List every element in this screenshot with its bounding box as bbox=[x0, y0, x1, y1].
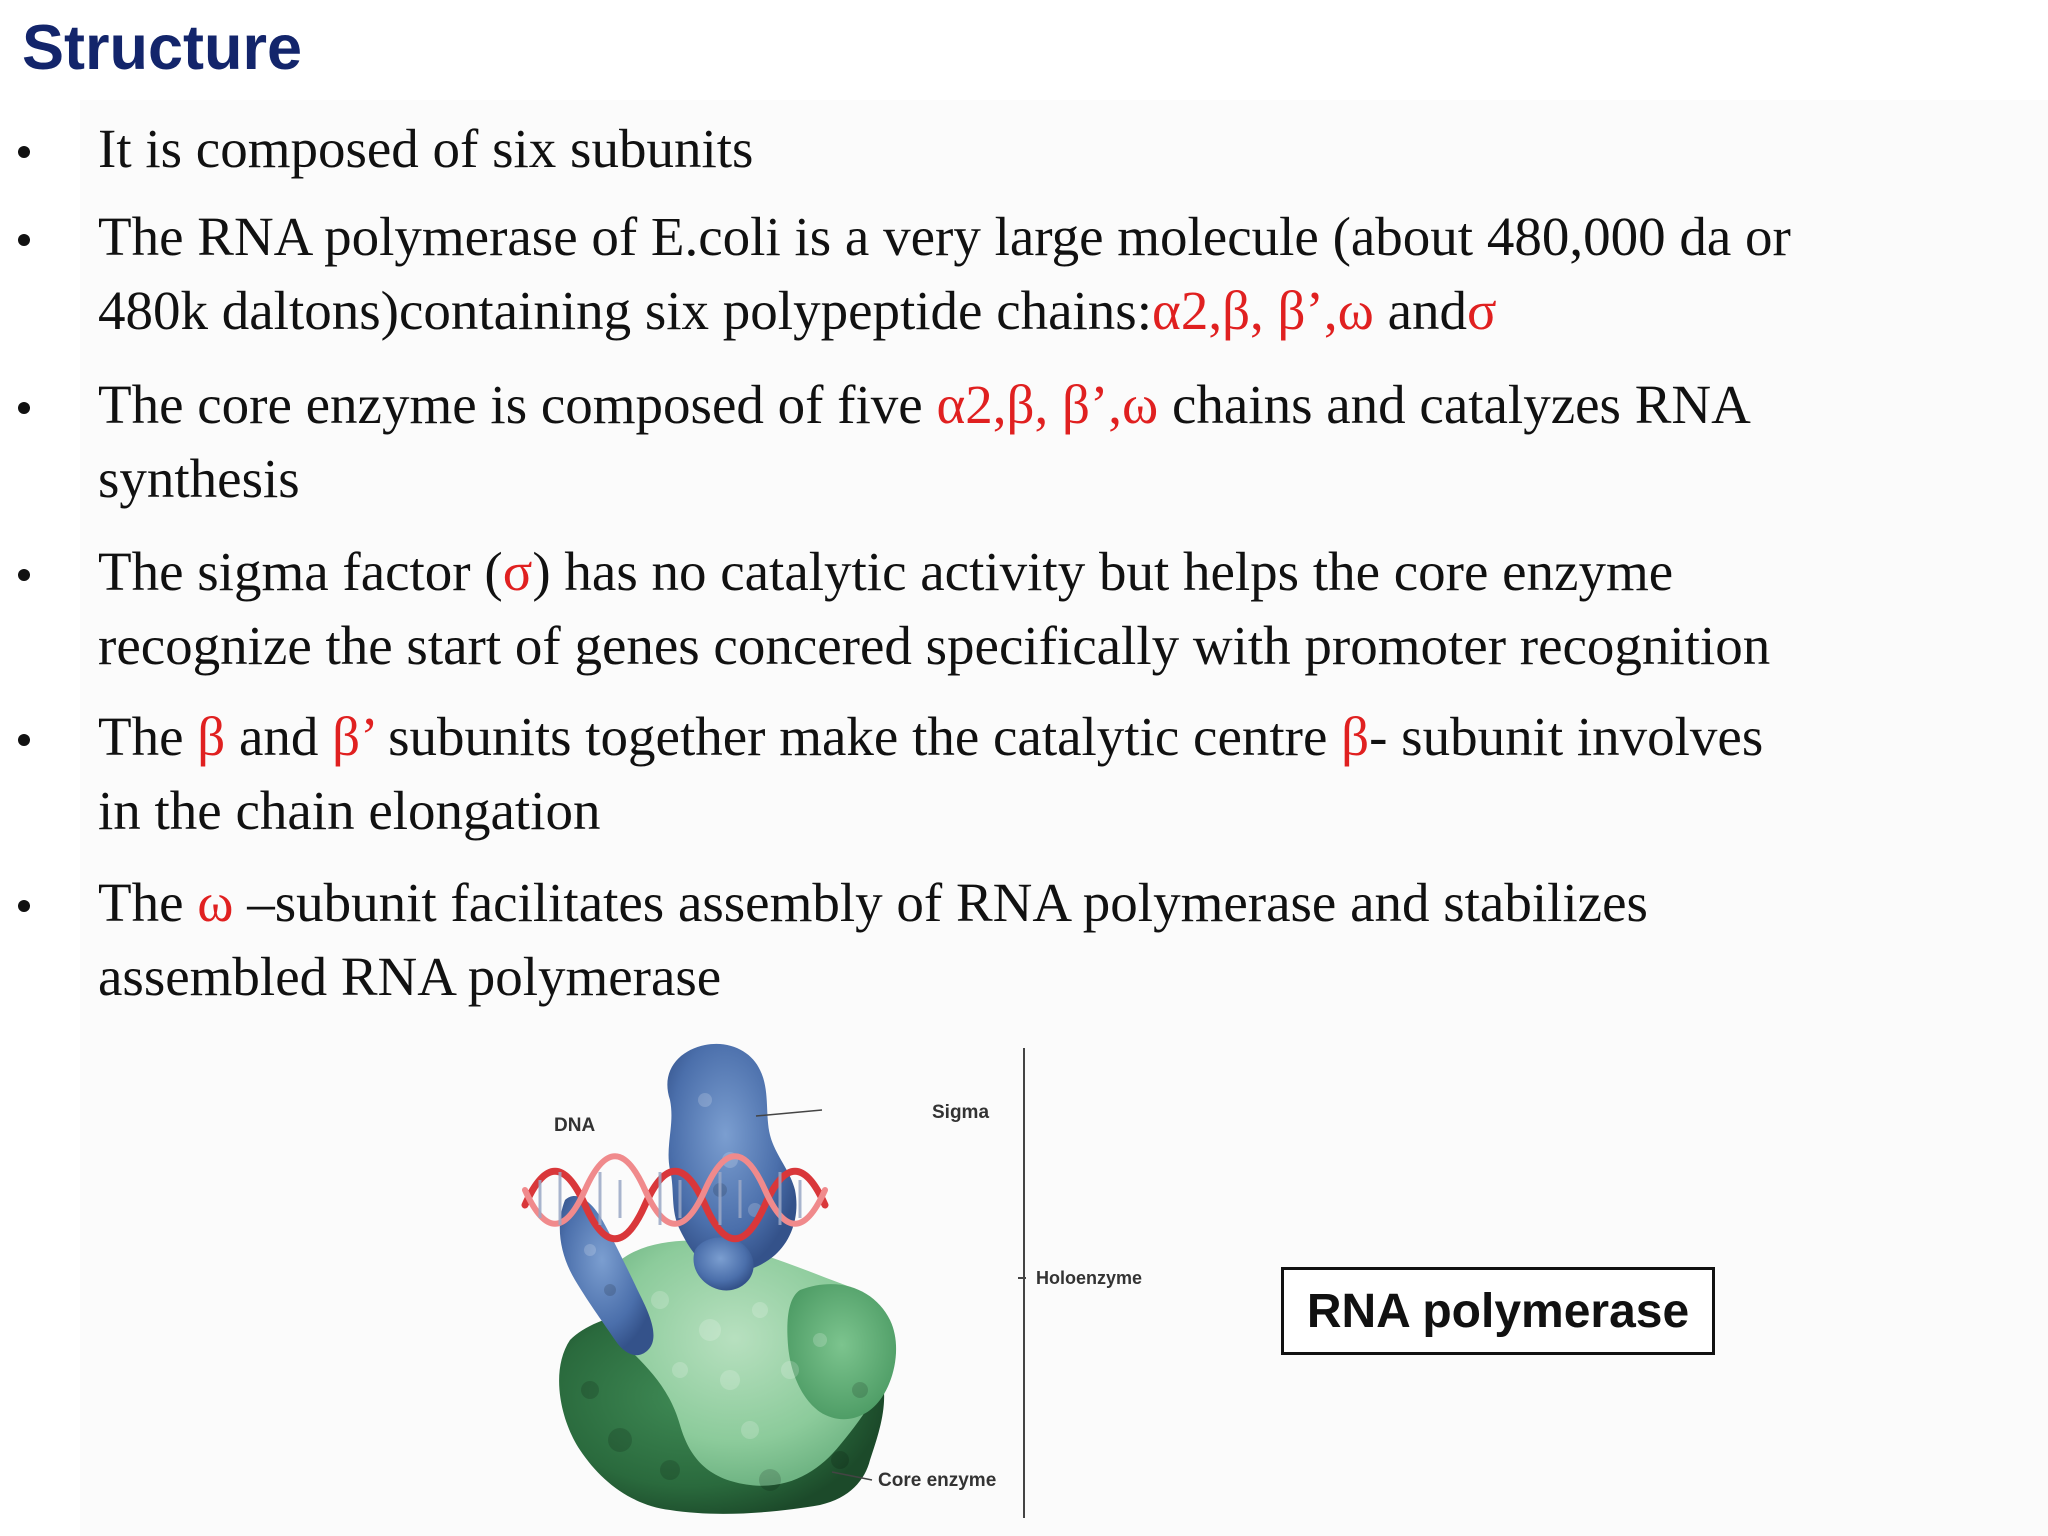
bullet-text-segment: - subunit involves bbox=[1369, 706, 1764, 767]
greek-symbol-text: ω bbox=[197, 872, 234, 933]
bullet-text-segment: ) has no catalytic activity but helps the core enzyme bbox=[532, 541, 1674, 602]
bullet-dot bbox=[18, 569, 30, 581]
bullet-text-segment: The core enzyme is composed of five bbox=[98, 374, 937, 435]
bullet-text-segment: The RNA polymerase of E.coli is a very large molecule (about 480,000 da or bbox=[98, 206, 1791, 267]
bullet-dot bbox=[18, 234, 30, 246]
bullet-text-segment: in the chain elongation bbox=[98, 780, 601, 841]
sigma-label: Sigma bbox=[932, 1102, 990, 1123]
bullet-text-segment: subunits together make the catalytic centre bbox=[374, 706, 1342, 767]
bullet-line bbox=[98, 200, 1791, 274]
bullet-text-segment: The bbox=[98, 706, 198, 767]
bullet-dot bbox=[18, 900, 30, 912]
bullet-dot bbox=[18, 146, 30, 158]
greek-symbol-text: σ bbox=[1466, 280, 1497, 341]
bullet-line bbox=[98, 112, 753, 186]
bullet-line bbox=[98, 866, 1648, 940]
slide-title: Structure bbox=[22, 13, 303, 83]
holoenzyme-label: Holoenzyme bbox=[1036, 1268, 1143, 1288]
bullet-text-segment: 480k daltons)containing six polypeptide chains: bbox=[98, 280, 1152, 341]
caption-text: RNA polymerase bbox=[1306, 1284, 1690, 1338]
bullet-dot bbox=[18, 734, 30, 746]
bullet-dot bbox=[18, 402, 30, 414]
greek-symbol-text: β’ bbox=[332, 706, 375, 767]
bullet-text-segment: –subunit facilitates assembly of RNA polymerase and stabilizes bbox=[233, 872, 1648, 933]
bullet-text-segment: It is composed of six subunits bbox=[98, 118, 754, 179]
bullet-text-segment: The sigma factor ( bbox=[98, 541, 503, 602]
bullet-line bbox=[98, 774, 601, 848]
bullet-line bbox=[98, 442, 300, 516]
bullet-text-segment: assembled RNA polymerase bbox=[98, 946, 722, 1007]
bullet-text-segment: synthesis bbox=[98, 448, 300, 509]
greek-symbol-text: β bbox=[1341, 706, 1370, 767]
bullet-text-segment: and bbox=[225, 706, 333, 767]
greek-symbol-text: α2,β, β’,ω bbox=[936, 374, 1159, 435]
caption-box bbox=[1281, 1267, 1715, 1355]
bullet-line bbox=[98, 274, 1497, 348]
bullet-line bbox=[98, 940, 721, 1014]
bullet-text-segment: recognize the start of genes concered specifically with promoter recognition bbox=[98, 615, 1771, 676]
greek-symbol-text: β bbox=[197, 706, 226, 767]
greek-symbol-text: α2,β, β’,ω bbox=[1152, 280, 1374, 341]
greek-symbol-text: σ bbox=[502, 541, 533, 602]
bullet-text-segment: The bbox=[98, 872, 198, 933]
bullet-line bbox=[98, 609, 1770, 683]
bullet-text-segment: chains and catalyzes RNA bbox=[1158, 374, 1751, 435]
bullet-line bbox=[98, 535, 1673, 609]
dna-label: DNA bbox=[554, 1115, 596, 1136]
bullet-line bbox=[98, 700, 1763, 774]
bullet-text-segment: and bbox=[1373, 280, 1467, 341]
core-enzyme-label: Core enzyme bbox=[878, 1470, 997, 1491]
bullet-line bbox=[98, 368, 1751, 442]
rna-polymerase-figure bbox=[520, 1040, 1143, 1530]
